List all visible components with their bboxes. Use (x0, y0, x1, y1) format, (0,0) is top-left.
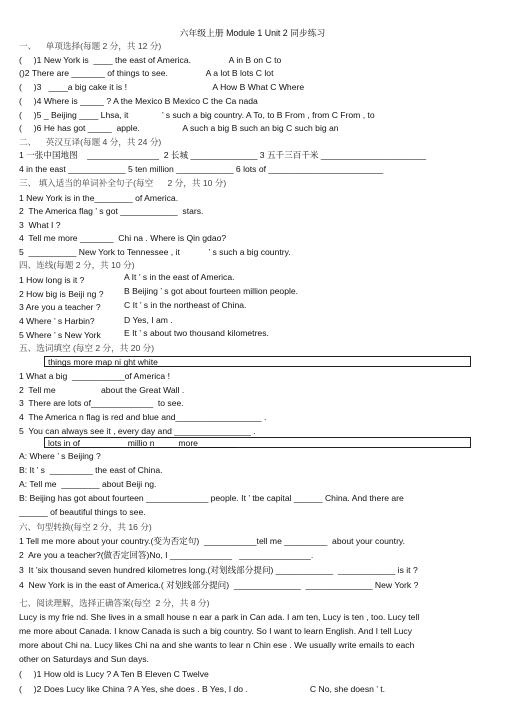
page-title: 六年级上册 Module 1 Unit 2 同步练习 (179, 28, 326, 38)
word-bank-box: lots in of millio n more________ (44, 437, 471, 448)
question-line: ( )1 How old is Lucy ? A Ten B Eleven C Twelve (19, 669, 209, 679)
question-line: ( )4 Where is _____ ? A the Mexico B Mexico C the Ca nada (19, 96, 258, 106)
match-left-item: 4 Where ’ s Harbin? (19, 316, 95, 326)
question-line: 2 Are you a teacher?(做否定回答)No, I _____________ _______________. (19, 550, 314, 560)
question-line: ( )5 _ Beijing ____ Lhsa, it ’ s such a big country. A To, to B From , from C From , to (19, 110, 375, 120)
question-line: 5 __________ New York to Tennessee , it ’ s such a big country. (19, 247, 291, 257)
match-right-item: C It ’ s in the northeast of China. (124, 300, 247, 310)
question-line: 3 It ’six thousand seven hundred kilometres long.(对划线部分提问) ____________ ____________ is it ? (19, 565, 418, 575)
question-line: 2 Tell me about the Great Wall . (19, 385, 185, 395)
section-3-heading: 三、 填入适当的单词补全句子(每空 2 分，共 10 分) (19, 178, 227, 188)
question-line: 2 The America flag ’ s got ____________ stars. (19, 206, 204, 216)
match-right-item: A It ’ s in the east of America. (124, 272, 235, 282)
dialogue-line: A: Tell me ________ about Beiji ng. (19, 479, 157, 489)
question-line: 5 You can always see it , every day and ________________ . (19, 426, 256, 436)
question-line: ( )6 He has got _____ apple. A such a big B such an big C such big an (19, 123, 339, 133)
dialogue-line: ______ of beautiful things to see. (19, 507, 146, 517)
question-line: 4 The America n flag is red and blue and__________________ . (19, 412, 267, 422)
section-4-heading: 四、连线(每题 2 分，共 10 分) (19, 260, 135, 270)
question-line: ( )2 Does Lucy like China ? A Yes, she does . B Yes, I do . C No, she doesn ’ t. (19, 684, 386, 694)
question-line: 1 What a big ___________of America ! (19, 371, 170, 381)
question-line: 4 New York is in the east of America.( 对划线部分提问) ______________ ______________ New York ? (19, 580, 419, 590)
section-6-heading: 六、句型转换(每空 2 分，共 16 分) (19, 522, 152, 532)
question-line: 4 Tell me more _______ Chi na . Where is Qin gdao? (19, 233, 227, 243)
reading-passage-line: more about Chi na. Lucy likes Chi na and she wants to lear n Chin ese . We usually write emails to each (19, 640, 415, 650)
match-right-item: D Yes, I am . (124, 315, 173, 325)
section-1-heading: 一、 单项选择(每题 2 分，共 12 分) (19, 41, 162, 51)
section-2-heading: 二、 英汉互译(每题 4 分，共 24 分) (19, 137, 162, 147)
reading-passage-line: me more about Canada. I know Canada is such a big country. So I want to learn English. And I tell Lucy (19, 626, 412, 636)
dialogue-line: B: Beijing has got about fourteen _____________ people. It ’ tbe capital ______ China. And there are (19, 493, 404, 503)
match-left-item: 2 How big is Beiji ng ? (19, 289, 104, 299)
question-line: 1 Tell me more about your country.(变为否定句) ___________tell me _________ about your country. (19, 536, 405, 546)
question-line: ( )3 ____a big cake it is ! A How B What C Where (19, 82, 305, 92)
dialogue-line: B: It ’ s _________ the east of China. (19, 465, 163, 475)
question-line: ()2 There are _______ of things to see. A a lot B lots C lot (19, 68, 274, 78)
reading-passage-line: Lucy is my frie nd. She lives in a small house n ear a park in Can ada. I am ten, Lucy is ten , too. Lucy tell (19, 612, 420, 622)
section-7-heading: 七、阅读理解，选择正确答案(每空 2 分，共 8 分) (19, 598, 210, 608)
word-bank-box: things more map ni ght white (44, 356, 471, 367)
match-left-item: 3 Are you a teacher ? (19, 302, 101, 312)
reading-passage-line: other on Saturdays and Sun days. (19, 654, 149, 664)
dialogue-line: A: Where ’ s Beijing ? (19, 451, 101, 461)
question-line: 3 There are lots of_____________ to see. (19, 398, 184, 408)
question-line: 4 in the east ____________ 5 ten million ____________ 6 lots of ________________________ (19, 164, 384, 174)
section-5-heading: 五、选词填空 (每空 2 分，共 20 分) (19, 343, 155, 353)
match-right-item: B Beijing ’ s got about fourteen million people. (124, 286, 299, 296)
match-left-item: 1 How long is it ? (19, 275, 85, 285)
question-line: 3 What I ? (19, 220, 61, 230)
match-left-item: 5 Where ’ s New York (19, 330, 101, 340)
match-right-item: E It ’ s about two thousand kilometres. (124, 328, 269, 338)
question-line: ( )1 New York is ____ the east of America. A in B on C to (19, 55, 282, 65)
question-line: 1 一张中国地图 _______________ 2 长城 ______________ 3 五千三百千米 ______________________ (19, 150, 427, 160)
question-line: 1 New York is in the________ of America. (19, 193, 179, 203)
